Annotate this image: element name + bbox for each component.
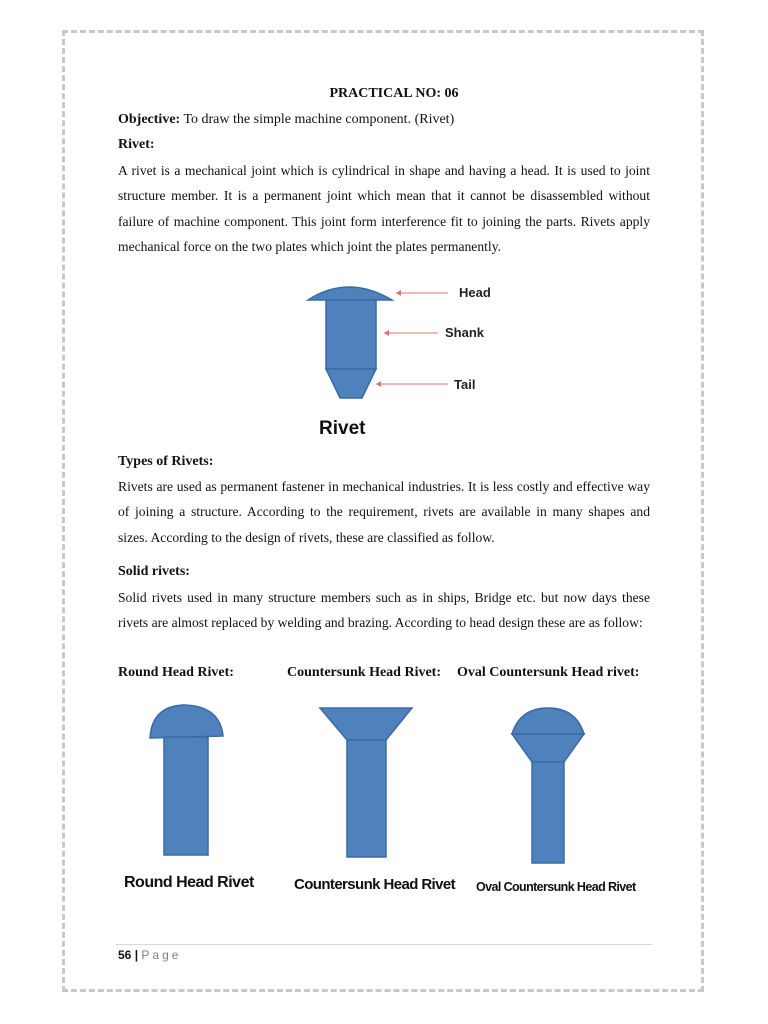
rivet-shank-shape bbox=[326, 300, 376, 369]
page-title: PRACTICAL NO: 06 bbox=[329, 86, 459, 101]
oval-countersunk-head-heading: Oval Countersunk Head rivet: bbox=[457, 665, 640, 680]
label-tail: Tail bbox=[454, 377, 476, 392]
objective-label: Objective: bbox=[118, 112, 181, 127]
types-paragraph: Rivets are used as permanent fastener in mechanical industries. It is less costly and effective way of joining a structure. According to the requirement, rivets are available in many shapes and sizes. According to the design of rivets, these are classified as follow. bbox=[118, 479, 650, 545]
countersunk-head-heading: Countersunk Head Rivet: bbox=[287, 665, 442, 680]
round-head-rivet-figure bbox=[140, 700, 240, 860]
solid-paragraph: Solid rivets used in many structure members such as in ships, Bridge etc. but now days these rivets are almost replaced by welding and brazing. According to head design these are as follow: bbox=[118, 590, 650, 631]
page-footer bbox=[118, 948, 181, 962]
countersunk-head-caption: Countersunk Head Rivet bbox=[294, 876, 455, 893]
objective-line bbox=[118, 112, 454, 128]
objective-text: To draw the simple machine component. (Rivet) bbox=[180, 112, 455, 127]
footer-separator: | bbox=[131, 948, 142, 962]
countersunk-head-rivet-figure bbox=[316, 704, 416, 864]
oval-countersunk-head-rivet-figure bbox=[506, 704, 596, 868]
round-head-caption: Round Head Rivet bbox=[124, 874, 254, 891]
page-word: Page bbox=[141, 948, 182, 962]
rivet-tail-shape bbox=[326, 369, 376, 398]
round-head-heading: Round Head Rivet: bbox=[118, 665, 234, 680]
solid-heading: Solid rivets: bbox=[118, 564, 190, 579]
footer-divider bbox=[116, 944, 652, 945]
rivet-paragraph: A rivet is a mechanical joint which is cylindrical in shape and having a head. It is used to joint structure member. It is a permanent joint which mean that it cannot be disassembled without failure of machine component. This joint form interference fit to joining the parts. Rivets apply mechanical force on the two plates which joint the plates permanently. bbox=[118, 163, 650, 254]
diagram-caption: Rivet bbox=[319, 418, 366, 439]
rivet-heading: Rivet: bbox=[118, 137, 155, 152]
label-shank: Shank bbox=[445, 325, 485, 340]
rivet-head-shape bbox=[308, 287, 392, 300]
types-heading: Types of Rivets: bbox=[118, 454, 214, 469]
label-head: Head bbox=[459, 285, 491, 300]
oval-countersunk-head-caption: Oval Countersunk Head Rivet bbox=[476, 880, 636, 894]
page-number: 56 bbox=[118, 948, 132, 962]
